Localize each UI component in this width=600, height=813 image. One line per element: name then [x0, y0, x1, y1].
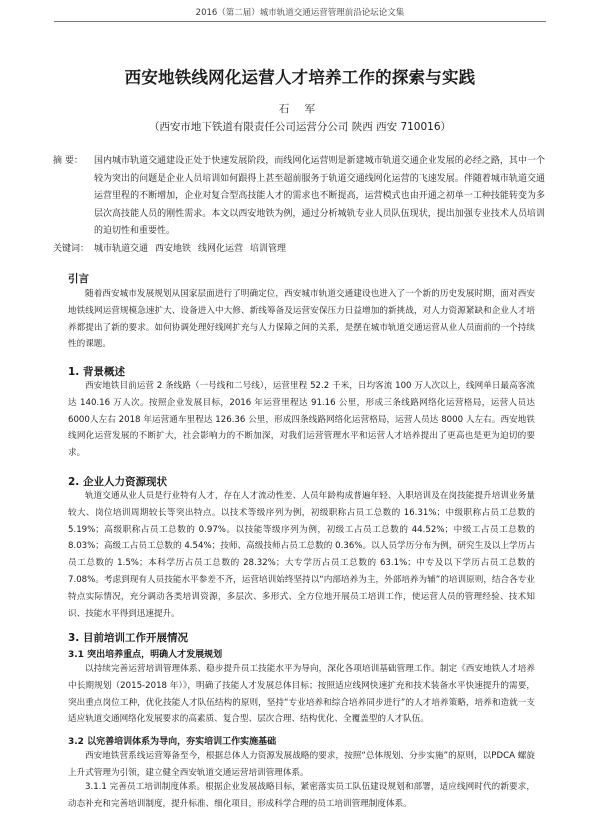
section-heading-3: 3. 目前培训工作开展情况 [68, 632, 188, 644]
section-heading-2: 2. 企业人力资源现状 [68, 476, 167, 488]
paragraph-3-1: 以持续完善运营培训管理体系、稳步提升员工技能水平为导向，深化各项培训基础管理工作。制定《西安地铁人才培养中长期规划（2015-2018 年）》，明确了技能人才发展总体目标；按照适应线网快速扩充和技术装备水平快速提升的需要，突出重点岗位工种，优化技能人才队伍结构的原则，坚持“专业培养和综合培养同步进行”的人才培养策略，培养和造就一支适应轨道交通网络化发展要求的高素质、复合型、层次合理、结构优化、全覆盖型的人才队伍。 [68, 664, 535, 725]
section-heading-intro: 引言 [68, 273, 89, 285]
affiliation: （西安市地下铁道有限责任公司运营分公司 陕西 西安 710016） [148, 121, 452, 133]
paragraph-1: 西安地铁目前运营 2 条线路（一号线和二号线），运营里程 52.2 千米，日均客流 100 万人次以上，线网单日最高客流达 140.16 万人次。按照企业发展目标，2016 年运营里程达 91.16 公里，形成三条线路网络化运营格局，运营人员达6000人左右 2018 年运营通车里程达 126.36 公里，形成四条线路网络化运营格局，运营人员达 8000 人左右。西安地铁线网化运营发展的不断扩大，社会影响力的不断加深，对我们运营管理水平和运营人才培养提出了更高也是更为迫切的要求。 [68, 381, 535, 459]
subsection-heading-3-1: 3.1 突出培养重点，明确人才发展规划 [68, 650, 223, 660]
header-divider [54, 21, 546, 22]
running-header: 2016（第二届）城市轨道交通运营管理前沿论坛论文集 [195, 8, 405, 18]
keyword: 线网化运营 [198, 243, 244, 254]
subsection-heading-3-2: 3.2 以完善培训体系为导向，夯实培训工作实施基础 [68, 737, 277, 747]
keyword: 城市轨道交通 [94, 243, 149, 254]
abstract-text: 国内城市轨道交通建设正处于快速发展阶段，而线网化运营则是新建城市轨道交通企业发展的必经之路，其中一个较为突出的问题是企业人员培训如何跟得上甚至超前服务于轨道交通线网化运营的飞速发展。伴随着城市轨道交通运营里程的不断增加，企业对复合型高技能人才的需求也不断提高，运营模式也由开通之初单一工种技能转变为多层次高技能人员的刚性需求。本文以西安地铁为例，通过分析城轨专业人员队伍现状，提出加强专业技术人员培训的迫切性和重要性。 [94, 156, 545, 236]
abstract-block [53, 153, 545, 258]
keywords-label: 关键词： [53, 243, 90, 254]
paper-title: 西安地铁线网化运营人才培养工作的探索与实践 [124, 68, 476, 87]
paragraph-3-2: 西安地铁营系线运营筹备至今，根据总体人力资源发展战略的要求，按照“总体规划、分步实施”的原则，以PDCA 螺旋上升式管理为引领，建立健全西安轨道交通运营培训管理体系。 [68, 751, 535, 778]
keyword: 西安地铁 [155, 243, 192, 254]
abstract-label: 摘 要： [53, 156, 83, 166]
keyword: 培训管理 [250, 243, 287, 254]
author: 石 军 [278, 103, 322, 115]
keywords-list [94, 241, 286, 259]
paragraph-intro: 随着西安城市发展规划从国家层面进行了明确定位，西安城市轨道交通建设也进入了一个新的历史发展时期，面对西安地铁线网运营规模急速扩大、设备进入中大修、新线筹备及运营安保压力日益增加的新挑战，对人力资源紧缺和企业人才培养都提出了新的要求。如何协调处理好线网扩充与人力保障之间的关系，是摆在城市轨道交通运营从业人员面前的一个持续性的课题。 [68, 289, 535, 350]
paragraph-3-2-1: 3.1.1 完善员工培训制度体系。根据企业发展战略目标，紧密落实员工队伍建设规划和部署，适应线网时代的新要求，动态补充和完善培训制度，提升标准、细化项目，形成科学合理的员工培训管理制度体系。 [68, 782, 535, 809]
paragraph-2: 轨道交通从业人员是行业特有人才，存在人才流动性差、人员年龄构成普遍年轻、入职培训及在岗技能提升培训业务量较大、岗位培训周期较长等突出特点。以技术等级序列为例，初级职称占员工总数的 16.31%；中级职称占员工总数的 5.19%；高级职称占员工总数的 0.97%。以技能等级序列为例，初级工占员工总数的 44.52%；中级工占员工总数的 8.03%；高级工占员工总数的 4.54%；技师、高级技师占员工总数的 0.36%。以人员学历分布为例，研究生及以上学历占员工总数的 1.5%；本科学历占员工总数的 28.32%；大专学历占员工总数的 63.1%；中专及以下学历占员工总数的 7.08%。考虑到现有人员技能水平参差不齐，运营培训始终坚持以“内部培养为主，外部培养为辅”的培训原则，结合各专业特点实际情况，充分调动各类培训资源，多层次、多形式、全方位地开展员工培训工作，使运营人员的管理经验、技术知识、技能水平得到迅速提升。 [68, 491, 535, 619]
section-heading-1: 1. 背景概述 [68, 366, 125, 378]
abstract [53, 153, 545, 241]
keywords [53, 241, 545, 259]
